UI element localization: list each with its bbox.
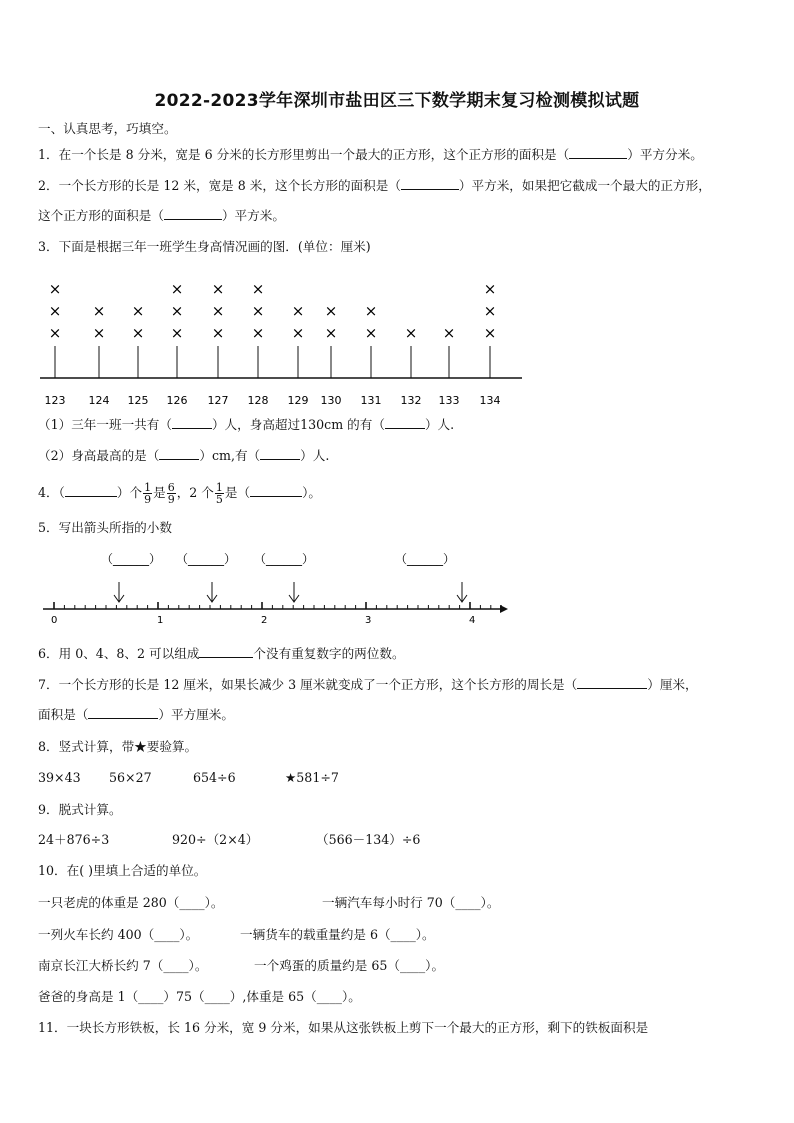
unit-item: 一个鸡蛋的质量约是 65（____）。 <box>254 958 445 973</box>
data-mark: × <box>324 302 338 320</box>
tick-label: 133 <box>438 394 460 407</box>
q7-text-end: ）平方厘米。 <box>158 707 234 722</box>
data-mark: × <box>170 302 184 320</box>
data-mark: × <box>483 280 497 298</box>
answer-blank: （______） <box>101 552 162 566</box>
q7-text-mid: ）厘米， <box>647 677 698 692</box>
unit-item: 一列火车长约 400（____）。 <box>38 927 199 942</box>
q3-sub2-text: （2）身高最高的是（ <box>38 448 160 463</box>
data-mark: × <box>442 324 456 342</box>
q4-text-3: 是 <box>153 485 166 500</box>
calc-item: 39×43 <box>38 770 81 785</box>
answer-blank[interactable] <box>164 207 222 220</box>
tick-label: 3 <box>365 615 372 626</box>
tick-label: 123 <box>44 394 66 407</box>
question-7 <box>38 676 698 694</box>
q4-text: 4．（ <box>38 485 65 500</box>
answer-blank[interactable] <box>260 447 300 460</box>
fraction: $\frac{1}{9}$ <box>144 481 152 506</box>
q2-text-cont: 这个正方形的面积是（ <box>38 208 164 223</box>
calc-item: （566－134）÷6 <box>316 832 421 847</box>
q1-text-end: ）平方分米。 <box>627 147 703 162</box>
tick-label: 129 <box>287 394 309 407</box>
tick-label: 126 <box>166 394 188 407</box>
question-2-cont <box>38 207 285 225</box>
q4-text-4: ，2 个 <box>176 485 214 500</box>
page-title: 2022-2023学年深圳市盐田区三下数学期末复习检测模拟试题 <box>154 91 640 111</box>
answer-blank[interactable] <box>385 416 425 429</box>
data-mark: × <box>364 324 378 342</box>
data-mark: × <box>211 302 225 320</box>
q3-sub1-text: （1）三年一班一共有（ <box>38 417 172 432</box>
question-7-cont <box>38 706 234 724</box>
data-mark: × <box>291 324 305 342</box>
calc-item: 56×27 <box>109 770 152 785</box>
data-mark: × <box>251 302 265 320</box>
height-dot-plot <box>0 270 794 410</box>
number-line <box>0 545 794 630</box>
answer-blank[interactable] <box>569 146 627 159</box>
data-mark: × <box>211 280 225 298</box>
answer-blank: （______） <box>176 552 237 566</box>
calc-item: ★581÷7 <box>285 770 339 785</box>
tick-label: 134 <box>479 394 501 407</box>
answer-blank[interactable] <box>401 177 459 190</box>
q3-sub2-text-mid: ）cm,有（ <box>199 448 261 463</box>
question-10: 10．在( )里填上合适的单位。 <box>38 863 207 878</box>
q4-text-5: 是（ <box>224 485 251 500</box>
tick-label: 4 <box>469 615 476 626</box>
calc-item: 920÷（2×4） <box>172 832 259 847</box>
fraction: $\frac{6}{9}$ <box>167 481 175 506</box>
data-mark: × <box>48 280 62 298</box>
data-mark: × <box>131 324 145 342</box>
tick-label: 128 <box>247 394 269 407</box>
q3-sub1-text-end: ）人. <box>424 417 455 432</box>
data-mark: × <box>291 302 305 320</box>
tick-label: 2 <box>261 615 268 626</box>
tick-label: 130 <box>320 394 342 407</box>
data-mark: × <box>251 280 265 298</box>
tick-label: 132 <box>400 394 422 407</box>
data-mark: × <box>170 324 184 342</box>
answer-blank[interactable] <box>172 416 212 429</box>
data-mark: × <box>483 324 497 342</box>
q7-text-cont: 面积是（ <box>38 707 89 722</box>
data-mark: × <box>92 302 106 320</box>
tick-label: 124 <box>88 394 110 407</box>
q6-text: 6．用 0、4、8、2 可以组成 <box>38 646 200 661</box>
unit-item: 一辆汽车每小时行 70（____）。 <box>322 895 500 910</box>
tick-label: 131 <box>360 394 382 407</box>
q7-text: 7．一个长方形的长是 12 厘米，如果长减少 3 厘米就变成了一个正方形，这个长方形的周长是（ <box>38 677 578 692</box>
data-mark: × <box>131 302 145 320</box>
unit-item: 爸爸的身高是 1（____）75（____）,体重是 65（____）。 <box>38 989 361 1004</box>
answer-blank[interactable] <box>250 484 302 497</box>
data-mark: × <box>483 302 497 320</box>
question-1 <box>38 146 703 164</box>
answer-blank: （______） <box>395 552 456 566</box>
answer-blank[interactable] <box>88 706 158 719</box>
unit-item: 一辆货车的载重量约是 6（____）。 <box>240 927 435 942</box>
q3-sub1-text-mid: ）人，身高超过130cm 的有（ <box>211 417 385 432</box>
q3-sub2-text-end: ）人. <box>300 448 330 463</box>
data-mark: × <box>364 302 378 320</box>
data-mark: × <box>48 302 62 320</box>
tick-label: 125 <box>127 394 149 407</box>
q2-text: 2．一个长方形的长是 12 米，宽是 8 米，这个长方形的面积是（ <box>38 178 401 193</box>
question-6 <box>38 645 405 663</box>
answer-blank[interactable] <box>199 645 253 658</box>
question-3: 3．下面是根据三年一班学生身高情况画的图．(单位：厘米) <box>38 239 371 254</box>
tick-label: 1 <box>157 615 164 626</box>
data-mark: × <box>48 324 62 342</box>
data-mark: × <box>251 324 265 342</box>
tick-label: 127 <box>207 394 229 407</box>
question-2 <box>38 177 711 195</box>
data-mark: × <box>404 324 418 342</box>
answer-blank[interactable] <box>577 676 647 689</box>
answer-blank[interactable] <box>159 447 199 460</box>
fraction: $\frac{1}{5}$ <box>215 481 223 506</box>
unit-item: 一只老虎的体重是 280（____）。 <box>38 895 224 910</box>
question-3-sub2 <box>38 447 329 465</box>
calc-item: 654÷6 <box>193 770 236 785</box>
q1-text: 1．在一个长是 8 分米，宽是 6 分米的长方形里剪出一个最大的正方形，这个正方形的面积是（ <box>38 147 570 162</box>
question-8: 8．竖式计算，带★要验算。 <box>38 739 198 754</box>
q6-text-end: 个没有重复数字的两位数。 <box>253 646 405 661</box>
answer-blank: （______） <box>254 552 315 566</box>
answer-blank[interactable] <box>65 484 117 497</box>
arrow-icon <box>114 582 467 602</box>
question-3-sub1 <box>38 416 454 434</box>
question-4 <box>38 478 321 508</box>
question-11: 11．一块长方形铁板，长 16 分米，宽 9 分米，如果从这张铁板上剪下一个最大的正方形，剩下的铁板面积是 <box>38 1020 649 1035</box>
unit-item: 南京长江大桥长约 7（____）。 <box>38 958 208 973</box>
data-mark: × <box>211 324 225 342</box>
q2-text-end: ）平方米。 <box>221 208 285 223</box>
calc-item: 24＋876÷3 <box>38 832 110 847</box>
tick-label: 0 <box>51 615 58 626</box>
q4-text-end: ）。 <box>302 485 321 500</box>
question-5: 5．写出箭头所指的小数 <box>38 520 172 535</box>
q4-text-2: ）个 <box>116 485 143 500</box>
data-mark: × <box>170 280 184 298</box>
q2-text-mid: ）平方米，如果把它截成一个最大的正方形， <box>458 178 711 193</box>
data-mark: × <box>324 324 338 342</box>
section-heading: 一、认真思考，巧填空。 <box>38 121 177 136</box>
data-mark: × <box>92 324 106 342</box>
question-9: 9．脱式计算。 <box>38 802 122 817</box>
